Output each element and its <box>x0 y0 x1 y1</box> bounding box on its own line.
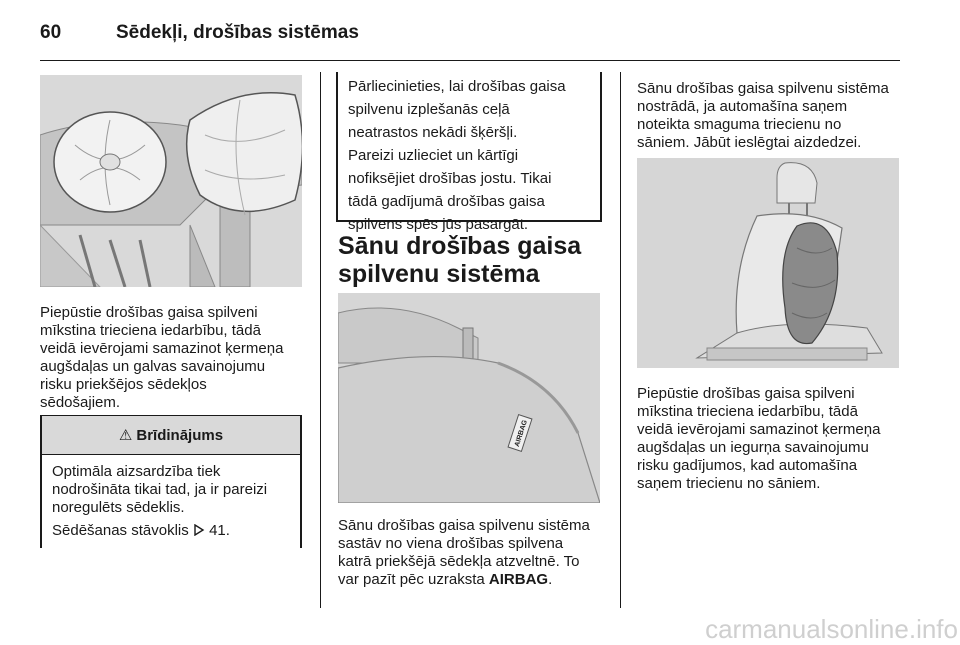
caution-box <box>336 72 602 233</box>
page-number: 60 <box>40 22 62 43</box>
side-airbag-intro <box>637 80 917 152</box>
header-rule <box>40 60 900 61</box>
seat-position-reference <box>52 522 290 540</box>
caption-line: saņem triecienu no sāniem. <box>637 475 821 492</box>
caption-line: augšdaļas un galvas savainojumu <box>40 358 266 375</box>
seat-airbag-label-illustration <box>338 293 600 503</box>
warning-box <box>40 415 302 548</box>
section-heading <box>338 232 581 288</box>
warning-text-line: nodrošināta tikai tad, ja ir pareizi <box>52 481 268 498</box>
caption-line: veidā ievērojami samazinot ķermeņa <box>40 340 284 357</box>
warning-body <box>42 455 300 548</box>
warning-triangle-icon: ⚠ <box>118 427 133 444</box>
caption-line: Piepūstie drošības gaisa spilveni <box>40 304 258 321</box>
heading-line: spilvenu sistēma <box>338 260 540 288</box>
front-airbag-caption <box>40 304 310 412</box>
side-airbag-description <box>338 517 608 589</box>
reference-page[interactable]: 41. <box>209 522 230 539</box>
airbag-seat-label: AIRBAG <box>513 419 530 448</box>
warning-text-line: noregulēts sēdeklis. <box>52 499 185 516</box>
text-line <box>338 571 608 589</box>
caption-line: Piepūstie drošības gaisa spilveni <box>637 385 855 402</box>
caption-line: veidā ievērojami samazinot ķermeņa <box>637 421 881 438</box>
text-line: sastāv no viena drošības spilvena <box>338 535 564 552</box>
column-divider-1 <box>320 72 321 608</box>
caution-line: Pareizi uzlieciet un kārtīgi <box>348 147 519 164</box>
text-line: Sānu drošības gaisa spilvenu sistēma <box>338 517 590 534</box>
heading-line: Sānu drošības gaisa <box>338 232 582 260</box>
column-divider-2 <box>620 72 621 608</box>
page-reference-arrow-icon <box>193 522 209 539</box>
warning-header <box>42 416 300 455</box>
caution-line: spilvens spēs jūs pasargāt. <box>348 216 529 233</box>
text-line: nostrādā, ja automašīna saņem <box>637 98 848 115</box>
text-line: Sānu drošības gaisa spilvenu sistēma <box>637 80 889 97</box>
caution-line: spilvenu izplešanās ceļā <box>348 101 510 118</box>
text-segment: . <box>548 571 553 588</box>
caution-line: neatrastos nekādi šķēršļi. <box>348 124 518 141</box>
text-line: katrā priekšējā sēdekļa atzveltnē. To <box>338 553 580 570</box>
text-segment: var pazīt pēc uzraksta <box>338 571 489 588</box>
front-airbags-drawing <box>40 75 302 287</box>
side-airbag-illustration <box>637 158 899 368</box>
airbag-keyword: AIRBAG <box>488 571 549 588</box>
caption-line: mīkstina trieciena iedarbību, tādā <box>637 403 858 420</box>
caution-paragraph-1 <box>348 78 590 142</box>
caution-line: nofiksējiet drošības jostu. Tikai <box>348 170 552 187</box>
caption-line: risku priekšējos sēdekļos <box>40 376 207 393</box>
side-airbag-caption <box>637 385 917 493</box>
reference-text: Sēdēšanas stāvoklis <box>52 522 189 539</box>
front-airbags-illustration <box>40 75 302 287</box>
warning-text-line: Optimāla aizsardzība tiek <box>52 463 221 480</box>
text-line: sāniem. Jābūt ieslēgtai aizdedzei. <box>637 134 862 151</box>
watermark: carmanualsonline.info <box>705 614 958 644</box>
text-line: noteikta smaguma triecienu no <box>637 116 842 133</box>
deployed-side-airbag-drawing <box>637 158 899 368</box>
page-title: Sēdekļi, drošības sistēmas <box>116 22 359 43</box>
caution-line: tādā gadījumā drošības gaisa <box>348 193 545 210</box>
page-header <box>40 10 920 50</box>
caution-paragraph-2 <box>348 147 590 234</box>
seat-back-drawing <box>338 293 600 503</box>
caption-line: mīkstina trieciena iedarbību, tādā <box>40 322 261 339</box>
warning-title: Brīdinājums <box>136 426 224 444</box>
caption-line: risku gadījumos, kad automašīna <box>637 457 858 474</box>
caption-line: augšdaļas un iegurņa savainojumu <box>637 439 869 456</box>
caution-line: Pārliecinieties, lai drošības gaisa <box>348 78 566 95</box>
caption-line: sēdošajiem. <box>40 394 121 411</box>
